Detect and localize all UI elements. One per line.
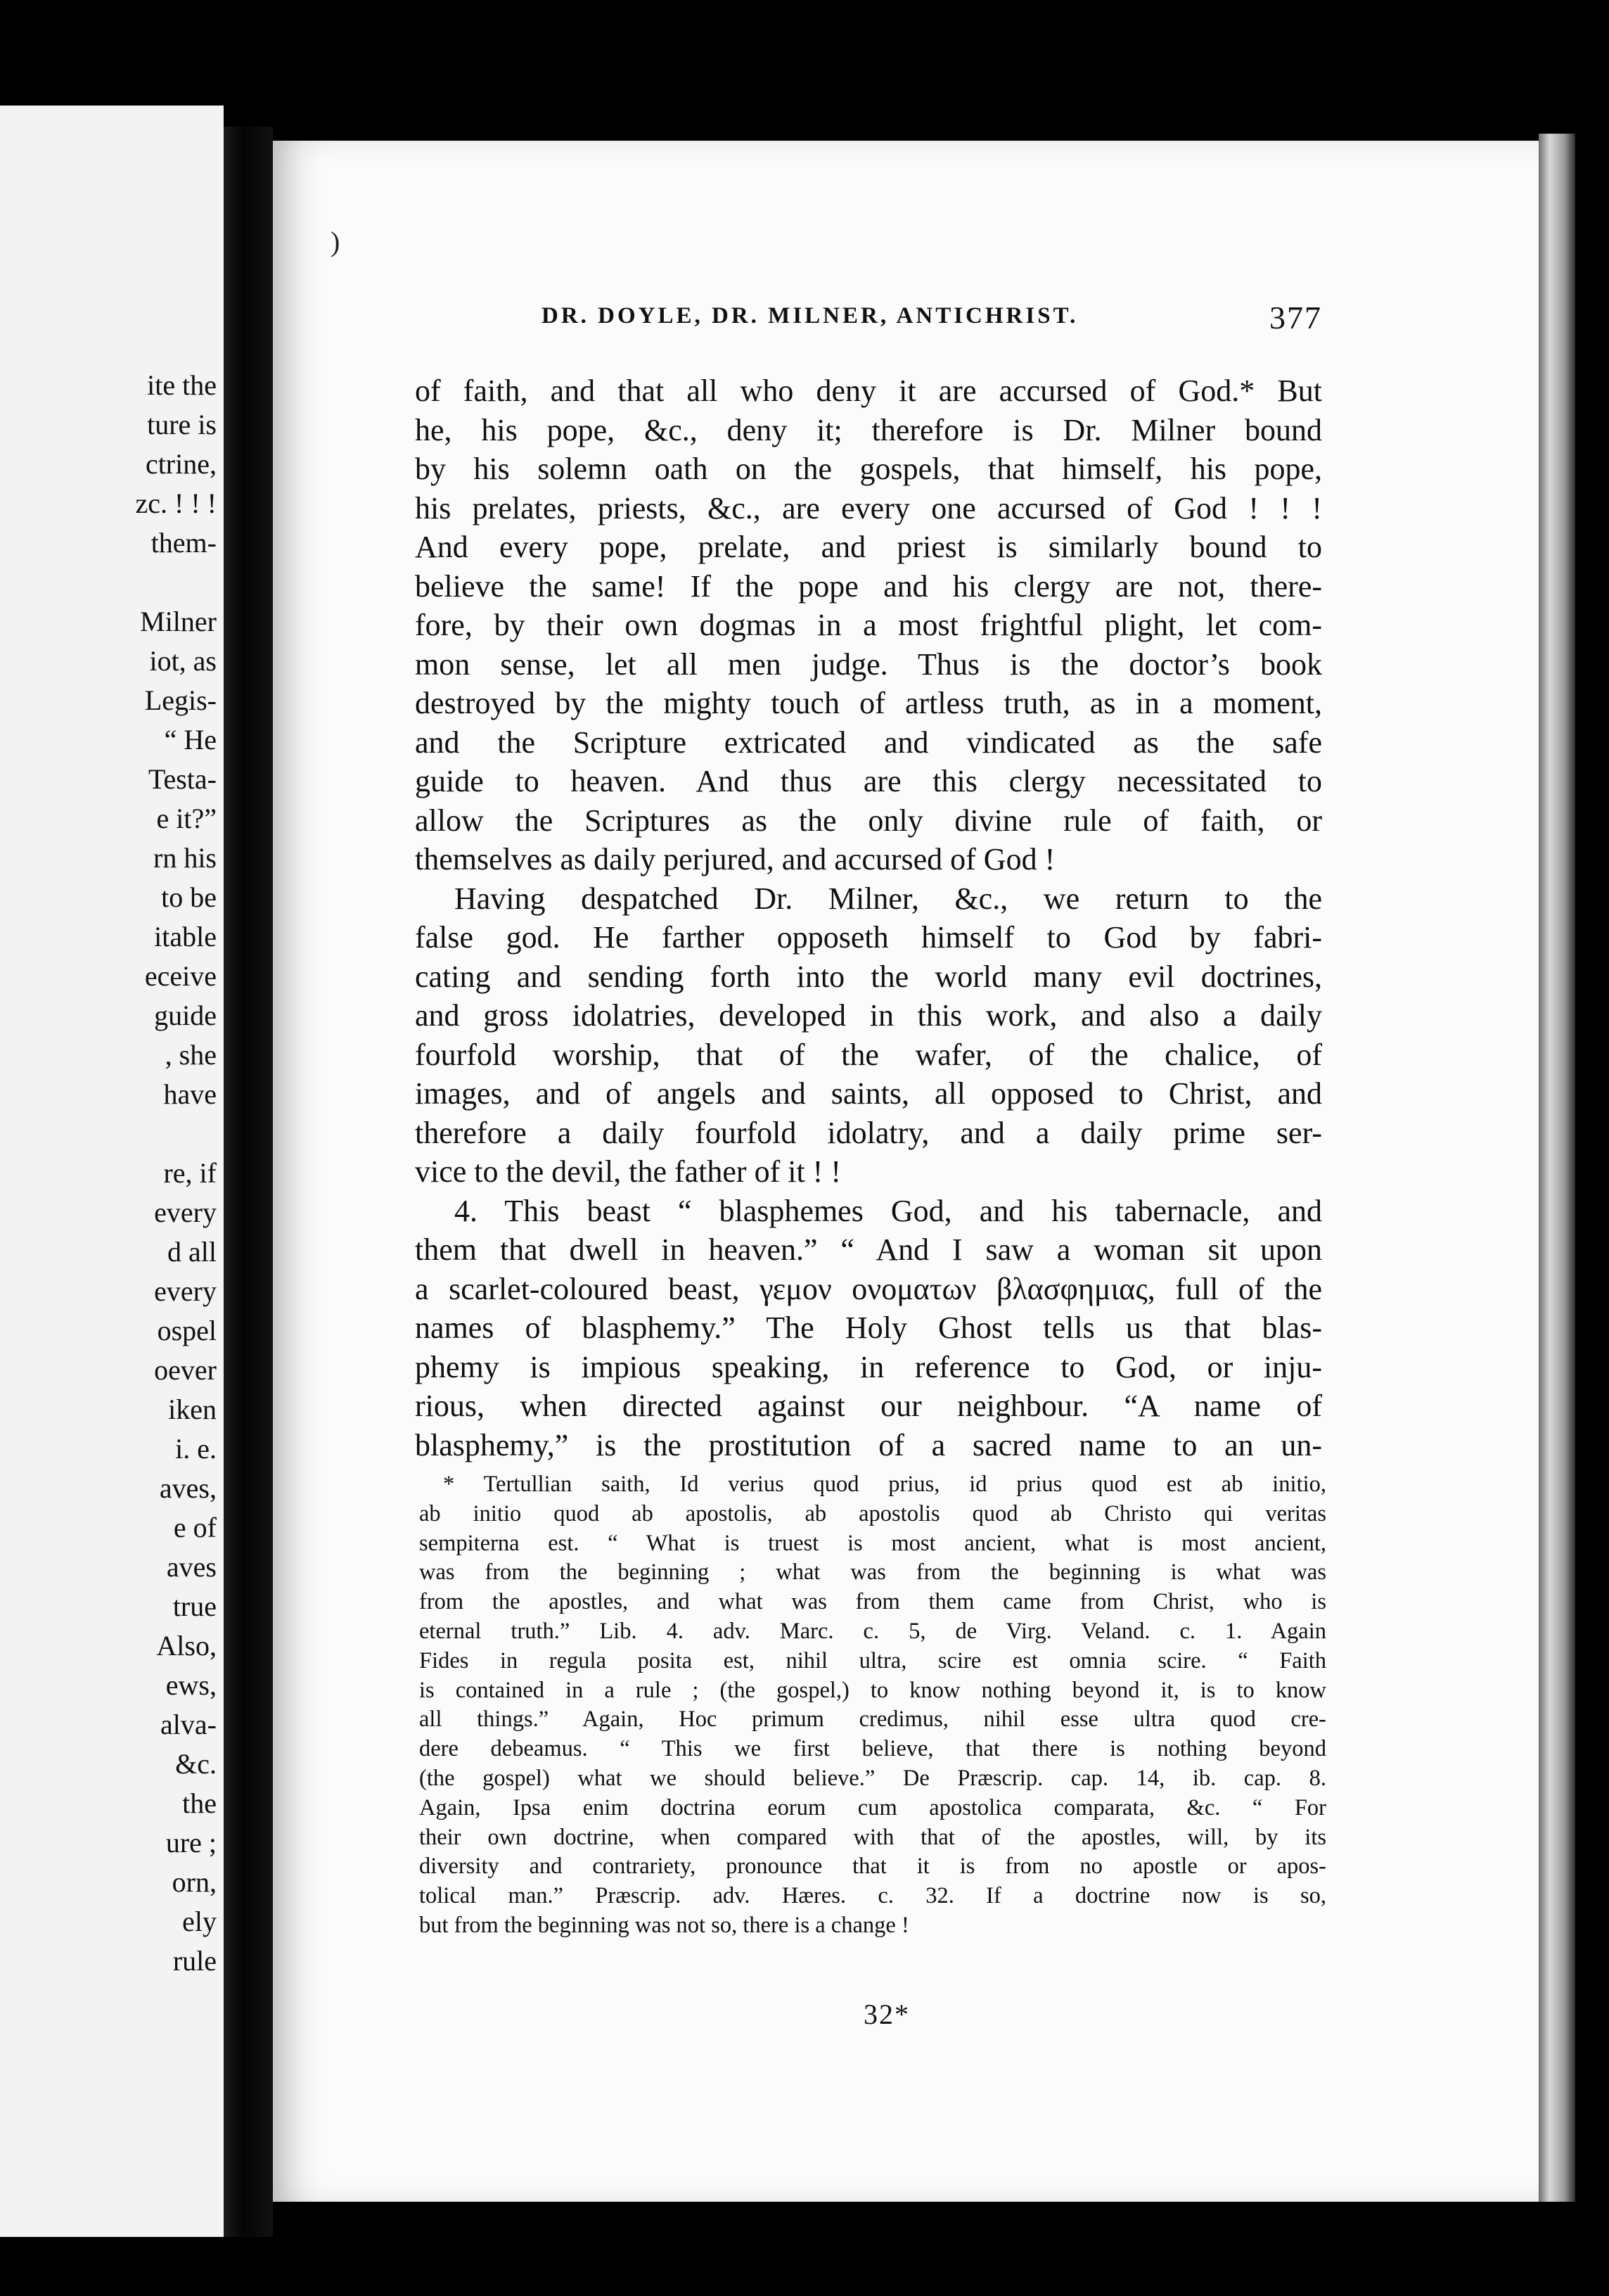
left-page-line: to be (161, 881, 217, 913)
left-page-line: e of (173, 1512, 217, 1543)
body-line: believe the same! If the pope and his clergy are not, there- (415, 568, 1322, 604)
footnote-line: from the apostles, and what was from them came from Christ, who is (419, 1589, 1326, 1615)
left-page-line: ture is (147, 409, 217, 440)
left-page-line: Testa- (148, 763, 217, 795)
body-line: them that dwell in heaven.” “ And I saw a woman sit upon (415, 1232, 1322, 1267)
body-line: fore, by their own dogmas in a most frightful plight, let com- (415, 608, 1322, 642)
footnote-line: Again, Ipsa enim doctrina eorum cum apostolica comparata, &c. “ For (419, 1794, 1326, 1820)
left-page-line: rn his (153, 842, 217, 874)
left-page-line (136, 563, 217, 602)
body-line: his prelates, priests, &c., are every one accursed of God ! ! ! (415, 490, 1322, 525)
left-page-line: d all (167, 1236, 217, 1268)
body-line: of faith, and that all who deny it are accursed of God.* But (415, 374, 1322, 408)
footnote-line: sempiterna est. “ What is truest is most ancient, what is most ancient, (419, 1530, 1326, 1556)
running-head-title: DR. DOYLE, DR. MILNER, ANTICHRIST. (541, 303, 1079, 329)
body-line: rious, when directed against our neighbour. “A name of (415, 1389, 1322, 1423)
left-page-line: , she (165, 1039, 217, 1071)
left-page-line: ely (182, 1906, 217, 1937)
running-head (541, 299, 1322, 341)
footnote-line: diversity and contrariety, pronounce that it is from no apostle or apos- (419, 1854, 1326, 1880)
footnote-line: but from the beginning was not so, there is a change ! (419, 1912, 909, 1938)
body-line: therefore a daily fourfold idolatry, and a daily prime ser- (415, 1115, 1322, 1150)
left-page-line: “ He (164, 724, 217, 755)
footnote-line: dere debeamus. “ This we first believe, that there is nothing beyond (419, 1736, 1326, 1762)
footnote-line: was from the beginning ; what was from the beginning is what was (419, 1560, 1326, 1586)
body-line: images, and of angels and saints, all opposed to Christ, and (415, 1076, 1322, 1111)
book-gutter (224, 127, 273, 2237)
left-page-line: aves, (159, 1472, 217, 1504)
left-page-line: ite the (147, 369, 217, 401)
body-line: names of blasphemy.” The Holy Ghost tells us that blas- (415, 1310, 1322, 1345)
footnote-line: eternal truth.” Lib. 4. adv. Marc. c. 5, de Virg. Veland. c. 1. Again (419, 1618, 1326, 1644)
footnote-line: is contained in a rule ; (the gospel,) to know nothing beyond it, is to know (419, 1677, 1326, 1703)
body-line: Having despatched Dr. Milner, &c., we return to the (454, 881, 1322, 916)
left-page-line: alva- (160, 1709, 217, 1740)
left-page-line: Also, (156, 1630, 217, 1662)
body-line: allow the Scriptures as the only divine rule of faith, or (415, 803, 1322, 838)
left-page-line: re, if (163, 1157, 217, 1189)
scan-mark: ) (331, 226, 340, 257)
body-line: vice to the devil, the father of it ! ! (415, 1154, 841, 1189)
body-line: mon sense, let all men judge. Thus is the doctor’s book (415, 646, 1322, 682)
body-line: destroyed by the mighty touch of artless truth, as in a moment, (415, 686, 1322, 720)
left-page-text (136, 366, 217, 1981)
left-page-line: iot, as (149, 645, 217, 677)
left-page-line: i. e. (175, 1433, 217, 1465)
left-page-line: every (154, 1197, 217, 1228)
footnote-line: tolical man.” Præscrip. adv. Hæres. c. 32. If a doctrine now is so, (419, 1883, 1326, 1909)
left-page-line (136, 1114, 217, 1154)
left-page-line: e it?” (156, 803, 217, 834)
page-number: 377 (1269, 300, 1322, 336)
left-page-line: iken (168, 1393, 217, 1425)
body-line: blasphemy,” is the prostitution of a sacred name to an un- (415, 1427, 1322, 1462)
footnote-line: Fides in regula posita est, nihil ultra, scire est omnia scire. “ Faith (419, 1647, 1326, 1673)
left-page-line: the (182, 1787, 217, 1819)
left-page-line: rule (172, 1945, 217, 1977)
left-page-line: ctrine, (145, 448, 217, 480)
body-line: he, his pope, &c., deny it; therefore is Dr. Milner bound (415, 412, 1322, 447)
left-page (0, 106, 224, 2237)
left-page-line: itable (154, 921, 217, 952)
left-page-line: guide (154, 1000, 217, 1031)
body-line: guide to heaven. And thus are this clergy necessitated to (415, 764, 1322, 798)
footnote-line: all things.” Again, Hoc primum credimus, nihil esse ultra quod cre- (419, 1707, 1326, 1733)
left-page-line: ure ; (165, 1827, 217, 1858)
body-line: and the Scripture extricated and vindicated as the safe (415, 725, 1322, 760)
body-line: 4. This beast “ blasphemes God, and his tabernacle, and (454, 1193, 1322, 1228)
body-text (415, 371, 1322, 1465)
left-page-line: zc. ! ! ! (135, 487, 217, 519)
left-page-line: oever (154, 1354, 217, 1386)
body-line: And every pope, prelate, and priest is similarly bound to (415, 530, 1322, 564)
body-line: fourfold worship, that of the wafer, of the chalice, of (415, 1037, 1322, 1072)
left-page-line: have (163, 1078, 217, 1110)
footnote-line: ab initio quod ab apostolis, ab apostolis quod ab Christo qui veritas (419, 1500, 1326, 1526)
left-page-line: Legis- (144, 684, 217, 716)
left-page-line: them- (150, 527, 217, 559)
left-page-line: true (172, 1590, 217, 1622)
left-page-line: Milner (140, 606, 217, 637)
left-page-line: ews, (165, 1669, 217, 1701)
page-edge (1539, 134, 1575, 2202)
body-line: themselves as daily perjured, and accursed of God ! (415, 842, 1056, 876)
footnote (419, 1470, 1326, 1941)
footnote-line: * Tertullian saith, Id verius quod prius, id prius quod est ab initio, (443, 1472, 1326, 1497)
left-page-line: &c. (175, 1748, 217, 1780)
left-page-line: ospel (157, 1315, 217, 1346)
body-line: by his solemn oath on the gospels, that himself, his pope, (415, 452, 1322, 486)
left-page-line: eceive (144, 960, 217, 992)
body-line: cating and sending forth into the world many evil doctrines, (415, 959, 1322, 994)
footnote-line: (the gospel) what we should believe.” De Præscrip. cap. 14, ib. cap. 8. (419, 1765, 1326, 1791)
left-page-line: aves (166, 1551, 217, 1583)
footnote-line: their own doctrine, when compared with that of the apostles, will, by its (419, 1824, 1326, 1850)
body-line: and gross idolatries, developed in this work, and also a daily (415, 998, 1322, 1033)
left-page-line: every (154, 1275, 217, 1307)
body-line: false god. He farther opposeth himself to God by fabri- (415, 920, 1322, 955)
body-line: phemy is impious speaking, in reference to God, or inju- (415, 1349, 1322, 1384)
body-line: a scarlet-coloured beast, γεμον ονοματων βλασφημιας, full of the (415, 1271, 1322, 1306)
signature-mark: 32* (864, 1998, 910, 2030)
left-page-line: orn, (172, 1866, 217, 1898)
